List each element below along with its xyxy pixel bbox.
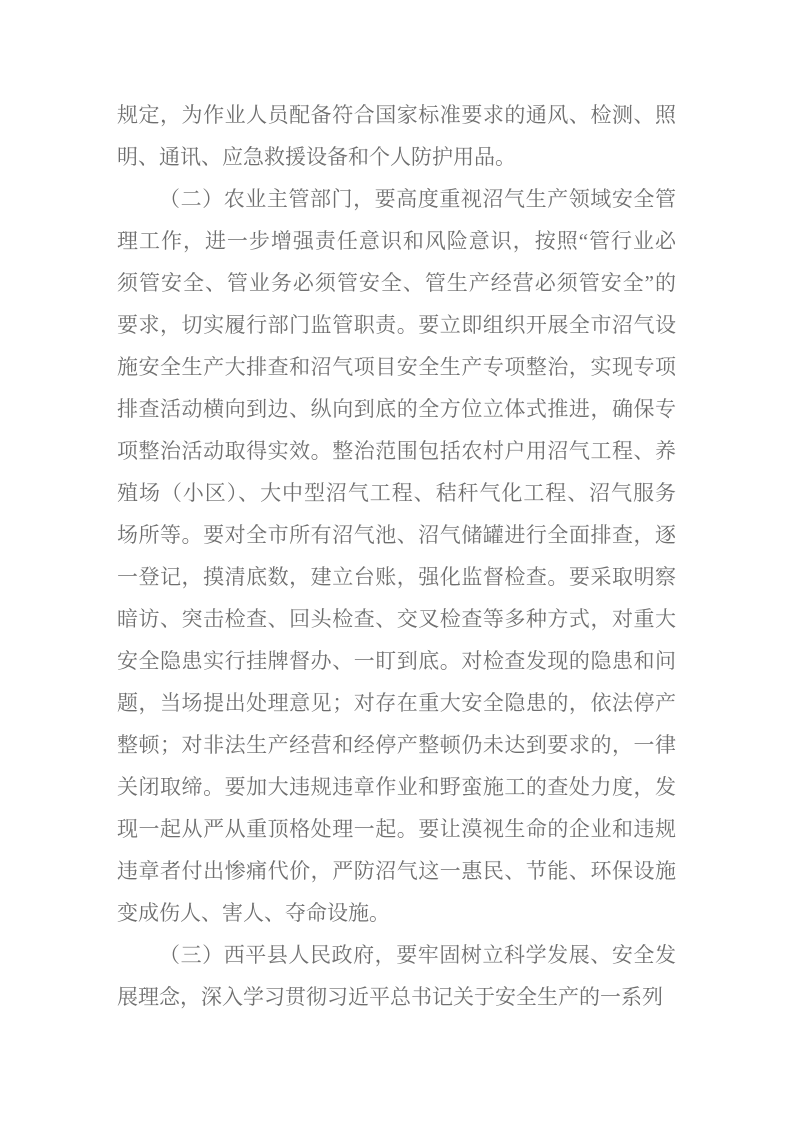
document-text-block bbox=[117, 94, 676, 1018]
text-line: 施安全生产大排查和沼气项目安全生产专项整治，实现专项 bbox=[117, 355, 676, 379]
text-line: 暗访、突击检查、回头检查、交叉检查等多种方式，对重大 bbox=[117, 607, 676, 631]
text-line: 殖场（小区）、大中型沼气工程、秸秆气化工程、沼气服务 bbox=[117, 481, 676, 505]
text-line: 场所等。要对全市所有沼气池、沼气储罐进行全面排查，逐 bbox=[117, 523, 676, 547]
text-line: 规定，为作业人员配备符合国家标准要求的通风、检测、照 bbox=[117, 103, 676, 127]
text-line: 须管安全、管业务必须管安全、管生产经营必须管安全”的 bbox=[117, 271, 676, 295]
text-line: （三）西平县人民政府，要牢固树立科学发展、安全发 bbox=[159, 943, 676, 967]
text-line: 题，当场提出处理意见；对存在重大安全隐患的，依法停产 bbox=[117, 691, 676, 715]
text-line: 关闭取缔。要加大违规违章作业和野蛮施工的查处力度，发 bbox=[117, 775, 676, 799]
text-line: 项整治活动取得实效。整治范围包括农村户用沼气工程、养 bbox=[117, 439, 676, 463]
text-line: 展理念，深入学习贯彻习近平总书记关于安全生产的一系列 bbox=[117, 985, 663, 1009]
text-line: 变成伤人、害人、夺命设施。 bbox=[117, 901, 390, 925]
text-line: 安全隐患实行挂牌督办、一盯到底。对检查发现的隐患和问 bbox=[117, 649, 676, 673]
text-line: 明、通讯、应急救援设备和个人防护用品。 bbox=[117, 145, 516, 169]
text-line: 整顿；对非法生产经营和经停产整顿仍未达到要求的，一律 bbox=[117, 733, 676, 757]
text-line: 违章者付出惨痛代价，严防沼气这一惠民、节能、环保设施 bbox=[117, 859, 676, 883]
text-line: （二）农业主管部门，要高度重视沼气生产领域安全管 bbox=[159, 187, 676, 211]
text-line: 要求，切实履行部门监管职责。要立即组织开展全市沼气设 bbox=[117, 313, 676, 337]
text-line: 理工作，进一步增强责任意识和风险意识，按照“管行业必 bbox=[117, 229, 676, 253]
text-line: 一登记，摸清底数，建立台账，强化监督检查。要采取明察 bbox=[117, 565, 676, 589]
text-line: 现一起从严从重顶格处理一起。要让漠视生命的企业和违规 bbox=[117, 817, 676, 841]
text-line: 排查活动横向到边、纵向到底的全方位立体式推进，确保专 bbox=[117, 397, 676, 421]
